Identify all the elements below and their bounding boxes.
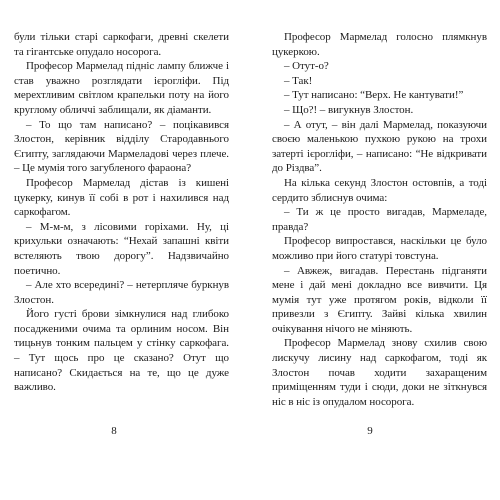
paragraph: – Ти ж це просто вигадав, Мармеладе, правда? [272,206,487,233]
paragraph: – Що?! – вигукнув Злостон. [284,103,414,116]
paragraph: Професор випростався, наскільки це було можливо при його статурі товстуна. [272,235,487,262]
paragraph: Професор Мармелад підніс лампу ближче і став уважно розглядати ієрогліфи. Під мерехтливим світлом крапельки поту на його круглому обличчі заблищали, як діаманти. [14,60,229,116]
paragraph: Професор Мармелад знову схилив свою лискучу лисину над саркофагом, тоді як Злостон почав ходити захаращеним приміщенням туди і сюди, доки не зіткнувся ніс в ніс із опудалом носорога. [272,337,487,408]
paragraph: Його густі брови зімкнулися над глибоко посадженими очима та орлиним носом. Він тицьнув тонким пальцем у стінку саркофага. – Тут щось про це сказано? Отут що написано? Скидається на те, що це дуже важливо. [14,308,229,394]
right-page [272,30,487,450]
paragraph: – А отут, – він далі Мармелад, показуючи своєю маленькою пухкою рукою на трохи затерті ієрогліфи, – написано: “Не відкривати до Різдва”. [272,118,487,175]
paragraph: – То що там написано? – поцікавився Злостон, керівник відділу Стародавнього Єгипту, заглядаючи Мармеладові через плече. – Це мумія того загубленого фараона? [14,118,229,175]
paragraph: – Авжеж, вигадав. Перестань підганяти мене і дай мені докладно все вивчити. Ця мумія тут уже протягом років, відколи її привезли з Єгипту. Зайві кілька хвилин очікування нічого не міняють. [272,264,487,335]
paragraph: – Але хто всередині? – нетерпляче буркнув Злостон. [14,279,229,306]
paragraph: На кілька секунд Злостон остовпів, а тоді сердито зблиснув очима: [272,176,487,204]
paragraph: – Так! [284,74,313,87]
paragraph: – Отут-о? [284,60,329,73]
paragraph: – М-м-м, з лісовими горіхами. Ну, ці крихульки означають: “Нехай запашні квіти встеляють твою дорогу”. Надзвичайно поетично. [14,220,229,277]
paragraph: Професор Мармелад дістав із кишені цукерку, кинув її собі в рот і нахилився над саркофагом. [14,176,229,219]
paragraph: Професор Мармелад голосно плямкнув цукеркою. [272,31,487,58]
page-number: 8 [111,425,117,437]
paragraph: були тільки старі саркофаги, древні скелети та гігантське опудало носорога. [14,31,229,58]
paragraph: – Тут написано: “Верх. Не кантувати!” [284,89,464,102]
left-page [14,30,229,450]
page-number: 9 [367,425,373,437]
